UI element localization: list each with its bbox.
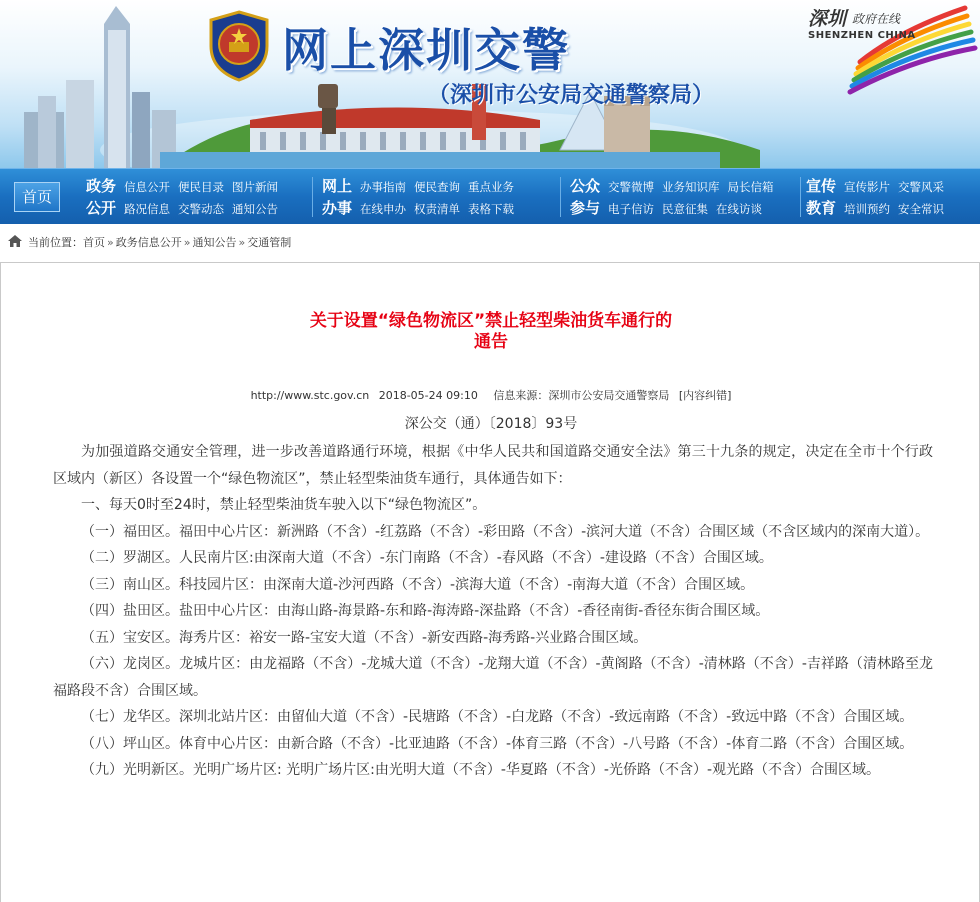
article-paragraph: （三）南山区。科技园片区：由深南大道-沙河西路（不含）-滨海大道（不含）-南海大道（不含）合围区域。 xyxy=(81,576,755,593)
nav-link-service-directory[interactable]: 便民目录 xyxy=(178,180,224,194)
breadcrumb-separator: » xyxy=(238,236,246,249)
nav-group-online-services xyxy=(320,175,556,219)
article-paragraph: （二）罗湖区。人民南片区:由深南大道（不含）-东门南路（不含）-春风路（不含）-建设路（不含）合围区域。 xyxy=(81,550,773,566)
article-source-url[interactable]: http://www.stc.gov.cn xyxy=(250,389,370,402)
shenzhen-government-logo[interactable] xyxy=(808,4,968,68)
article-source: 信息来源：深圳市公安局交通警察局 xyxy=(493,389,670,402)
nav-link-road-conditions[interactable]: 路况信息 xyxy=(124,202,170,216)
nav-link-photo-news[interactable]: 图片新闻 xyxy=(232,180,278,194)
nav-link-knowledge-base[interactable]: 业务知识库 xyxy=(662,180,720,194)
article-paragraph: （六）龙岗区。龙城片区：由龙福路（不含）-龙城大道（不含）-龙翔大道（不含）-黄阁路（不含）-清林路（不含）-吉祥路（清林路至龙福路段不含）合围区域。 xyxy=(53,656,933,699)
nav-link-promo-videos[interactable]: 宣传影片 xyxy=(844,180,890,194)
breadcrumb xyxy=(8,234,291,252)
nav-link-director-mailbox[interactable]: 局长信箱 xyxy=(727,180,774,194)
breadcrumb-label: 当前位置： xyxy=(28,236,83,249)
nav-link-police-weibo[interactable]: 交警微博 xyxy=(608,180,654,194)
nav-link-e-petition[interactable]: 电子信访 xyxy=(608,202,654,216)
breadcrumb-item-gov-info[interactable]: 政务信息公开 xyxy=(115,236,182,249)
nav-link-responsibility-list[interactable]: 权责清单 xyxy=(414,202,460,216)
nav-link-police-news[interactable]: 交警动态 xyxy=(178,202,224,216)
article-paragraph: （七）龙华区。深圳北站片区：由留仙大道（不含）-民塘路（不含）-白龙路（不含）-致远南路（不含）-致远中路（不含）合围区域。 xyxy=(81,709,914,725)
article-paragraph: 为加强道路交通安全管理，进一步改善道路通行环境，根据《中华人民共和国道路交通安全法》第三十九条的规定，决定在全市十个行政区域内（新区）各设置一个“绿色物流区”，禁止轻型柴油货车通行，具体通告如下： xyxy=(53,444,933,487)
nav-link-public-opinion[interactable]: 民意征集 xyxy=(662,202,708,216)
nav-link-online-application[interactable]: 在线申办 xyxy=(360,202,406,216)
nav-link-safety-tips[interactable]: 安全常识 xyxy=(898,202,944,216)
article-container xyxy=(0,262,980,902)
nav-link-training-booking[interactable]: 培训预约 xyxy=(844,202,890,216)
nav-group-publicity-education xyxy=(804,175,980,219)
nav-group-title: 网上 办事 xyxy=(321,177,352,217)
article-date: 2018-05-24 09:10 xyxy=(378,389,478,402)
article-title: 关于设置“绿色物流区”禁止轻型柴油货车通行的 通告 xyxy=(309,311,673,352)
article-paragraph: （八）坪山区。体育中心片区：由新合路（不含）-比亚迪路（不含）-体育三路（不含）-八号路（不含）-体育二路（不含）合围区域。 xyxy=(81,735,914,752)
article-meta xyxy=(1,387,980,403)
nav-group-title: 宣传 教育 xyxy=(805,177,836,217)
nav-group-public-participation xyxy=(568,175,804,219)
content-correction-link[interactable]: [内容纠错] xyxy=(678,389,732,402)
site-subtitle: （深圳市公安局交通警察局） xyxy=(428,83,715,108)
article-paragraph: （四）盐田区。盐田中心片区：由海山路-海景路-东和路-海涛路-深盐路（不含）-香径南街-香径东街合围区域。 xyxy=(81,603,770,619)
nav-link-convenience-query[interactable]: 便民查询 xyxy=(414,180,460,194)
nav-link-form-download[interactable]: 表格下载 xyxy=(468,202,514,216)
logo-english-text: SHENZHEN CHINA xyxy=(808,30,916,41)
nav-group-government-affairs xyxy=(84,175,314,219)
police-emblem-icon xyxy=(205,10,273,82)
nav-link-info-disclosure[interactable]: 信息公开 xyxy=(124,180,170,194)
article-paragraph: （五）宝安区。海秀片区：裕安一路-宝安大道（不含）-新安西路-海秀路-兴业路合围区域。 xyxy=(81,629,648,646)
article-paragraph: （九）光明新区。光明广场片区: 光明广场片区:由光明大道（不含）-华夏路（不含）-光侨路（不含）-观光路（不含）合围区域。 xyxy=(81,762,881,778)
nav-link-key-services[interactable]: 重点业务 xyxy=(468,180,514,194)
article-paragraph: （一）福田区。福田中心片区：新洲路（不含）-红荔路（不含）-彩田路（不含）-滨河大道（不含）合围区域（不含区域内的深南大道）。 xyxy=(81,523,930,540)
nav-divider xyxy=(312,177,313,217)
breadcrumb-item-home[interactable]: 首页 xyxy=(83,236,105,249)
home-icon xyxy=(8,235,22,247)
breadcrumb-item-traffic-control[interactable]: 交通管制 xyxy=(247,236,292,249)
nav-link-police-style[interactable]: 交警风采 xyxy=(898,180,944,194)
site-banner xyxy=(0,0,980,168)
site-title: 网上深圳交警 xyxy=(282,23,570,77)
nav-link-notices[interactable]: 通知公告 xyxy=(232,202,278,216)
nav-divider xyxy=(560,177,561,217)
nav-divider xyxy=(800,177,801,217)
breadcrumb-item-notices[interactable]: 通知公告 xyxy=(192,236,237,249)
document-number: 深公交（通）〔2018〕93号 xyxy=(404,416,578,432)
nav-group-title: 政务 公开 xyxy=(85,177,116,217)
nav-link-online-interview[interactable]: 在线访谈 xyxy=(716,202,762,216)
breadcrumb-separator: » xyxy=(107,236,114,249)
article-paragraph: 一、每天0时至24时，禁止轻型柴油货车驶入以下“绿色物流区”。 xyxy=(81,497,487,513)
main-navigation xyxy=(0,168,980,224)
logo-chinese-text: 深圳 xyxy=(808,8,847,30)
nav-home-button[interactable]: 首页 xyxy=(14,182,60,212)
article-body xyxy=(53,439,933,784)
nav-link-service-guide[interactable]: 办事指南 xyxy=(360,180,406,194)
nav-group-title: 公众 参与 xyxy=(569,177,600,217)
breadcrumb-separator: » xyxy=(183,236,191,249)
logo-chinese-subtext: 政府在线 xyxy=(852,12,901,26)
